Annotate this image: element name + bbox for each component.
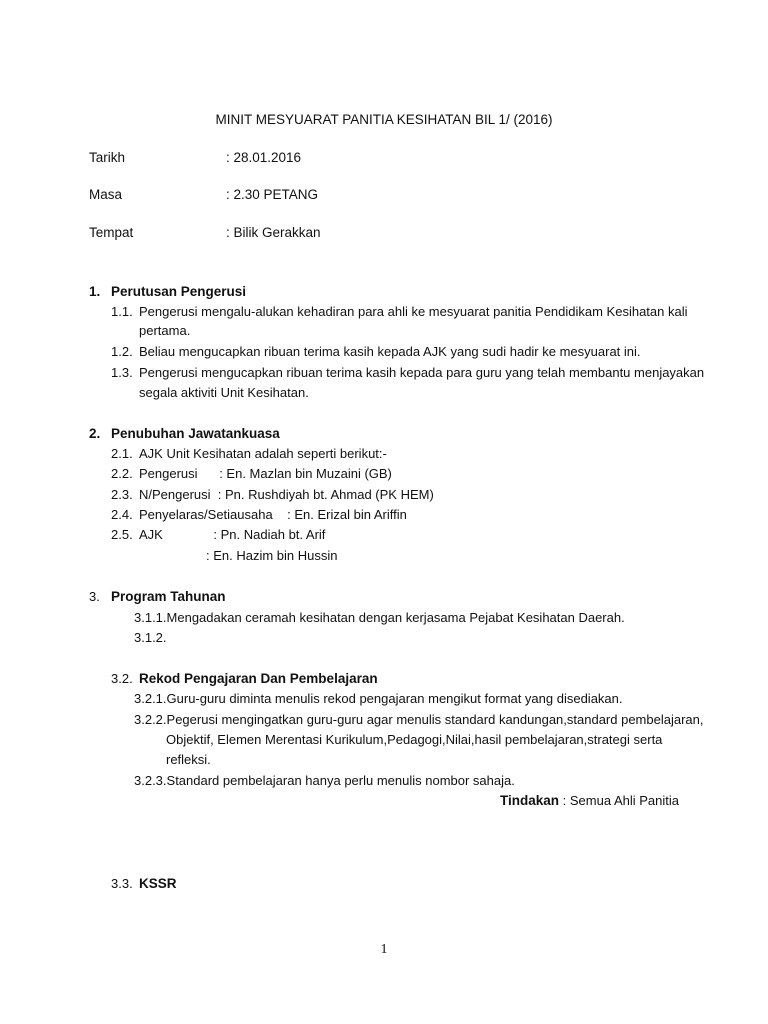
tempat-label: Tempat xyxy=(89,225,134,240)
item-3-1-2: 3.1.2. xyxy=(134,630,167,645)
item-1-3-text: Pengerusi mengucapkan ribuan terima kasih kepada para guru yang telah membantu menjayakan xyxy=(139,365,705,380)
item-3-2-3: 3.2.3.Standard pembelajaran hanya perlu menulis nombor sahaja. xyxy=(134,773,515,788)
item-1-3-text-cont: segala aktiviti Unit Kesihatan. xyxy=(139,385,309,400)
section-3-heading: Program Tahunan xyxy=(111,589,226,604)
item-2-1-number: 2.1. xyxy=(111,446,133,461)
item-1-2-text: Beliau mengucapkan ribuan terima kasih kepada AJK yang sudi hadir ke mesyuarat ini. xyxy=(139,344,641,359)
document-title: MINIT MESYUARAT PANITIA KESIHATAN BIL 1/ (2016) xyxy=(215,112,553,127)
item-2-5-number: 2.5. xyxy=(111,527,133,542)
section-1-heading: Perutusan Pengerusi xyxy=(111,284,247,299)
section-3-number: 3. xyxy=(89,589,100,604)
item-2-4-number: 2.4. xyxy=(111,507,133,522)
subsection-3-3-heading: KSSR xyxy=(139,876,177,891)
item-1-1-text: Pengerusi mengalu-alukan kehadiran para ahli ke mesyuarat panitia Pendidikam Kesihatan kali xyxy=(139,304,688,319)
subsection-3-3-number: 3.3. xyxy=(111,876,133,891)
item-1-1-text-cont: pertama. xyxy=(139,323,191,338)
tindakan-line xyxy=(500,793,679,809)
section-2-heading: Penubuhan Jawatankuasa xyxy=(111,426,280,441)
section-2-number: 2. xyxy=(89,426,101,441)
page-number: 1 xyxy=(380,942,388,957)
item-2-2-text: Pengerusi : En. Mazlan bin Muzaini (GB) xyxy=(139,466,392,481)
item-2-1-text: AJK Unit Kesihatan adalah seperti berikut:- xyxy=(139,446,387,461)
masa-value: : 2.30 PETANG xyxy=(226,187,319,202)
item-1-2-number: 1.2. xyxy=(111,344,133,359)
tarikh-value: : 28.01.2016 xyxy=(226,150,302,165)
item-2-4-text: Penyelaras/Setiausaha : En. Erizal bin Ariffin xyxy=(139,507,407,522)
item-2-3-number: 2.3. xyxy=(111,487,133,502)
item-3-2-1: 3.2.1.Guru-guru diminta menulis rekod pengajaran mengikut format yang disediakan. xyxy=(134,691,623,706)
subsection-3-2-heading: Rekod Pengajaran Dan Pembelajaran xyxy=(139,671,378,686)
item-2-2-number: 2.2. xyxy=(111,466,133,481)
tindakan-value: : Semua Ahli Panitia xyxy=(559,793,679,808)
tindakan-label: Tindakan xyxy=(500,793,560,808)
item-2-5-text: AJK : Pn. Nadiah bt. Arif xyxy=(139,527,326,542)
item-3-2-2-cont: Objektif, Elemen Merentasi Kurikulum,Pedagogi,Nilai,hasil pembelajaran,strategi serta xyxy=(166,732,663,747)
item-2-3-text: N/Pengerusi : Pn. Rushdiyah bt. Ahmad (PK HEM) xyxy=(139,487,434,502)
item-3-2-2: 3.2.2.Pegerusi mengingatkan guru-guru agar menulis standard kandungan,standard pembelajaran, xyxy=(134,712,704,727)
item-2-5-extra: : En. Hazim bin Hussin xyxy=(206,548,338,563)
item-3-1-1: 3.1.1.Mengadakan ceramah kesihatan dengan kerjasama Pejabat Kesihatan Daerah. xyxy=(134,610,625,625)
masa-label: Masa xyxy=(89,187,123,202)
item-3-2-2-cont2: refleksi. xyxy=(166,752,211,767)
tempat-value: : Bilik Gerakkan xyxy=(226,225,321,240)
subsection-3-2-number: 3.2. xyxy=(111,671,133,686)
section-1-number: 1. xyxy=(89,284,101,299)
item-1-3-number: 1.3. xyxy=(111,365,133,380)
tarikh-label: Tarikh xyxy=(89,150,126,165)
item-1-1-number: 1.1. xyxy=(111,304,133,319)
